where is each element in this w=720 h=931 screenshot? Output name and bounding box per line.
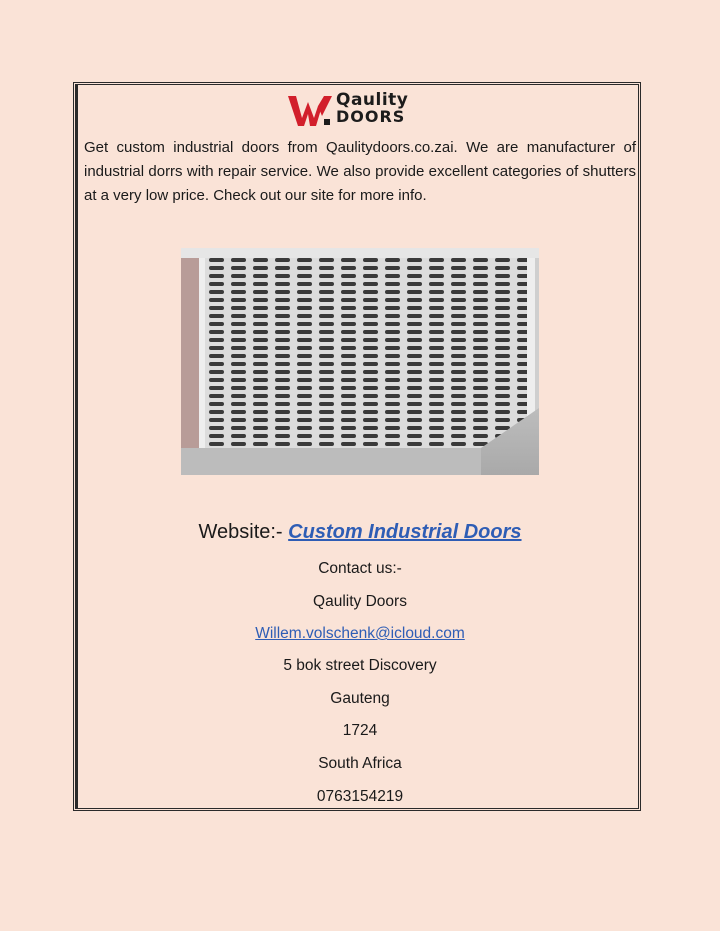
email-link[interactable]: Willem.volschenk@icloud.com [255,625,465,642]
logo-text-quality: Qaulity [336,90,409,110]
province: Gauteng [330,690,390,707]
company-name: Qaulity Doors [313,593,407,610]
country: South Africa [318,755,402,772]
email-line [0,625,720,643]
logo-mark-icon [288,92,336,128]
street-address: 5 bok street Discovery [283,657,437,674]
website-link[interactable]: Custom Industrial Doors [288,521,522,543]
logo-text-doors: DOORS [336,107,406,126]
contact-heading: Contact us:- [318,560,402,577]
roller-shutter-door-photo-icon [181,248,539,475]
shutter-door-photo [181,248,539,475]
website-label: Website:- [198,521,283,543]
company-logo [288,92,430,128]
website-line [0,521,720,544]
postal-code: 1724 [342,722,378,739]
intro-paragraph: Get custom industrial doors from Qaulitydoors.co.zai. We are manufacturer of industrial dorrs with repair service. We also provide excellent categories of shutters at a very low price. Check out our site for more info. [84,139,636,204]
phone-number: 0763154219 [316,788,404,805]
